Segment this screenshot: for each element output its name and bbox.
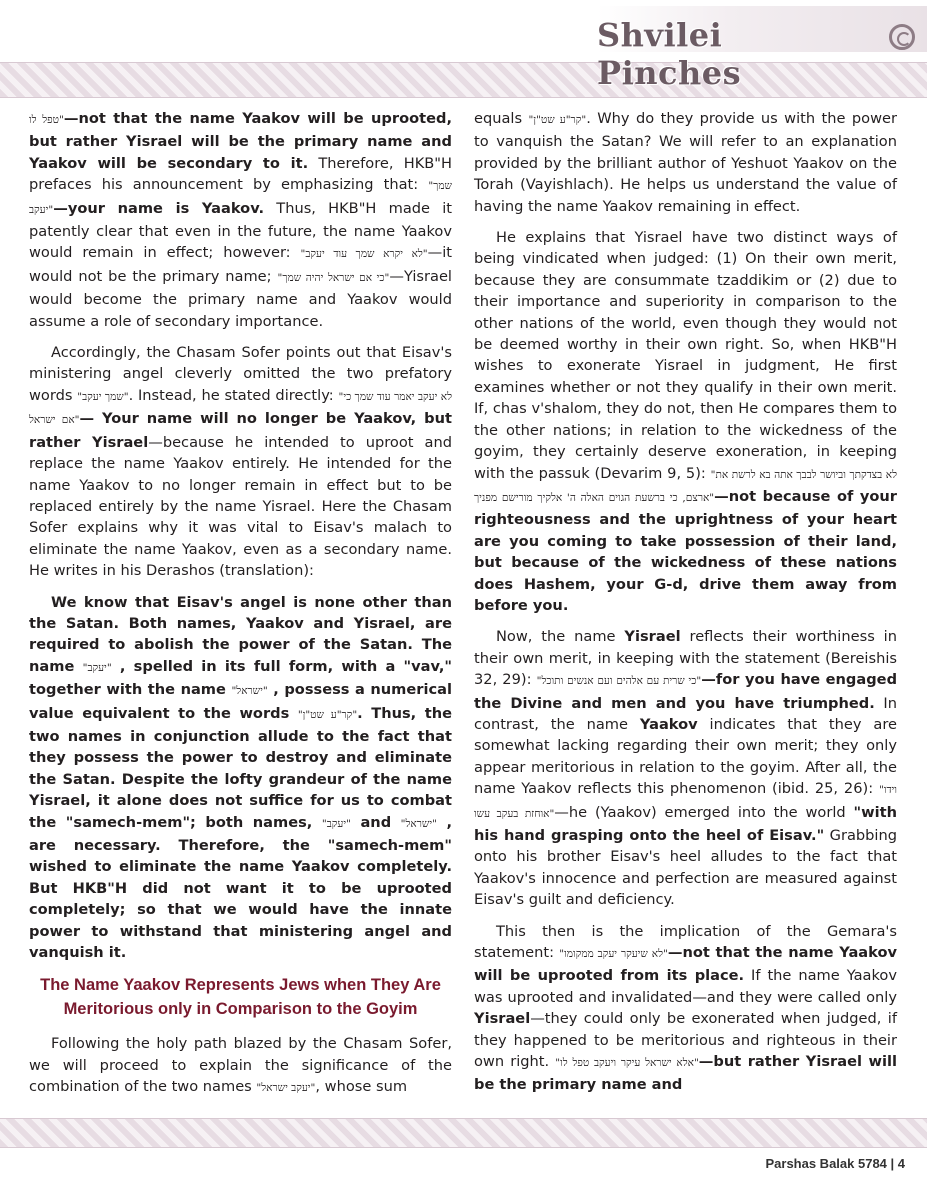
bold-text: . Thus, the two names in conjunction allude to the fact that they possess the power to destroy and eliminate the Satan. Despite the lofty grandeur of the name Yisrael, it alone does not suffice for us to combat the "samech-mem"; both names, — [29, 704, 453, 831]
hebrew-quote: "לא יקרא שמך עוד יעקב" — [300, 248, 428, 261]
hebrew-quote: "יעקב" — [82, 661, 112, 674]
quoted-paragraph — [29, 592, 452, 964]
hebrew-quote: "לא יעקב יאמר עוד שמך כי אם ישראל" — [29, 390, 453, 427]
body-text: Now, the name — [496, 628, 625, 646]
hebrew-quote: "קר"ע שט"ן" — [528, 114, 587, 126]
bold-text: "with his hand grasping onto the heel of Eisav." — [474, 803, 898, 844]
bold-text: not because of your righteousness and the uprightness of your heart are you coming to take possession of their land, but because of the wickedness of these nations does Hashem, your G-d, drive them away from before you. — [474, 487, 897, 614]
hebrew-quote: "אלא ישראל עיקר ויעקב טפל לו" — [555, 1057, 699, 1070]
bold-text: Yisrael — [624, 628, 681, 646]
bold-text: your name is Yaakov. — [67, 199, 265, 217]
body-text: equals — [474, 110, 529, 127]
hebrew-quote: "לא שיעקר יעקב ממקומו" — [559, 948, 668, 961]
body-text: . Instead, he stated directly: — [128, 386, 339, 404]
bold-text: but rather Yisrael will be the primary name and — [474, 1053, 897, 1094]
hebrew-quote: "שמך יעקב" — [29, 180, 452, 216]
hebrew-quote: "כי שרית עם אלהים ועם אנשים ותוכל" — [536, 675, 702, 688]
dash: — — [698, 1053, 714, 1071]
hebrew-quote: "לא בצדקתך וביושר לבבך אתה בא לרשת את ארצם, כי ברשעת הגוים האלה ה' אלקיך מורישם מפניך" — [474, 468, 897, 504]
body-text: Thus, HKB"H made it patently clear that even in the future, the name Yaakov would remain in effect; however: — [29, 199, 452, 262]
bold-text: , possess a numerical value equivalent to the words — [29, 681, 452, 722]
hebrew-quote: "ישראל" — [231, 685, 268, 698]
body-text: Following the holy path blazed by the Chasam Sofer, we will proceed to explain the significance of the combination of the two names — [29, 1035, 452, 1096]
page-footer-label: Parshas Balak 5784 | 4 — [765, 1156, 905, 1171]
body-text: —it would not be the primary name; — [29, 244, 453, 285]
body-text: —he (Yaakov) emerged into the world — [554, 803, 854, 821]
bold-text: , spelled in its full form, with a "vav," together with the name — [29, 657, 452, 699]
body-text: reflects their worthiness in their own merit, in keeping with the statement (Bereishis 32, 29): — [474, 628, 897, 689]
hebrew-quote: "כי אם ישראל יהיה שמך" — [277, 271, 390, 284]
hebrew-quote: "יעקב" — [321, 817, 351, 830]
body-text: , whose sum — [315, 1078, 408, 1096]
body-text: —they could only be exonerated when judged, if they happened to be meritorious and righteous in their own right. — [474, 1010, 897, 1071]
dash: — — [79, 410, 103, 428]
body-text: This then is the implication of the Gemara's statement: — [474, 922, 897, 962]
body-text: indicates that they are somewhat lacking regarding their own merit; they only appear meritorious in relation to the goyim. After all, the name Yaakov reflects this phenomenon (ibid. 25, 26): — [474, 715, 897, 798]
hebrew-quote: "וידו אוחזת בעקב עשו" — [474, 784, 897, 820]
bold-text: and — [350, 813, 401, 831]
bold-text: , are necessary. Therefore, the "samech-mem" wished to eliminate the name Yaakov completely. But HKB"H did not want it to be uprooted completely; so that we would have the innate power to withstand that ministering angel and vanquish it. — [29, 813, 452, 962]
body-text: Grabbing onto his brother Eisav's heel alludes to the fact that Yaakov's innocence and perfection are measured against Eisav's guilt and deficiency. — [474, 827, 897, 909]
title-plate — [597, 6, 927, 92]
footer-decorative-band — [0, 1118, 927, 1148]
paragraph — [474, 626, 897, 910]
paragraph — [29, 342, 452, 581]
bold-text: for you have engaged the Divine and men and you have triumphed. — [474, 671, 898, 712]
dash: — — [701, 671, 716, 689]
swirl-ornament-icon — [889, 24, 915, 50]
body-text: He explains that Yisrael have two distinct ways of being vindicated when judged: (1) On their own merit, because they are consummate tzaddikim or (2) due to their importance and superiority in comparison to the other nations of the world, even though they would not be deemed worthy in their own right. So, when HKB"H wishes to exonerate Yisrael in judgment, He first examines whether or not they qualify in their own merit. If, chas v'shalom, they do not, then He compares them to the other nations; in relation to the wickedness of the goyim, they certainly deserve exoneration, in keeping with the passuk (Devarim 9, 5): — [474, 229, 897, 482]
body-text: —because he intended to uproot and replace the name Yaakov entirely. He intended for the name Yaakov to no longer remain in effect but to be replaced entirely by the name Yisrael. Here the Chasam Sofer explains why it was vital to Eisav's malach to eliminate the name Yaakov, even as a secondary name. He writes in his Derashos (translation): — [29, 433, 452, 580]
dash: — — [714, 487, 729, 505]
right-column — [474, 108, 897, 1106]
paragraph — [474, 108, 897, 217]
dash: — — [63, 110, 79, 127]
body-text: If the name Yaakov was uprooted and invalidated—and they were called only — [474, 967, 897, 1006]
hebrew-quote: "ישראל" — [400, 817, 437, 830]
bold-text: We know that Eisav's angel is none other than the Satan. Both names, Yaakov and Yisrael, are required to abolish the power of the Satan. The name — [29, 593, 452, 675]
paragraph — [474, 227, 897, 616]
paragraph — [474, 921, 897, 1096]
body-text: Therefore, HKB"H prefaces his announcement by emphasizing that: — [29, 154, 452, 194]
hebrew-quote: טפל לו" — [29, 114, 64, 126]
dash: — — [667, 944, 683, 962]
body-text: —Yisrael would become the primary name and Yaakov would assume a role of secondary importance. — [29, 267, 452, 330]
left-column — [29, 108, 452, 1110]
bold-text: Yisrael — [474, 1010, 531, 1028]
hebrew-quote: "יעקב ישראל" — [256, 1082, 316, 1095]
page-header — [0, 0, 927, 100]
bold-text: not that the name Yaakov will be uprooted, but rather Yisrael will be the primary name and Yaakov will be secondary to it. — [29, 110, 452, 172]
publication-title: Shvilei Pinches — [597, 16, 742, 92]
hebrew-quote: "שמך יעקב" — [77, 390, 129, 403]
section-heading: The Name Yaakov Represents Jews when They Are Meritorious only in Comparison to the Goyim — [40, 976, 441, 1019]
body-text: Accordingly, the Chasam Sofer points out that Eisav's ministering angel cleverly omitted the two prefatory words — [29, 344, 452, 404]
bold-text: Your name will no longer be Yaakov, but rather Yisrael — [29, 410, 452, 451]
body-text: In contrast, the name — [474, 694, 897, 733]
bold-text: not that the name Yaakov will be uprooted from its place. — [474, 944, 897, 985]
paragraph — [29, 108, 452, 332]
body-text: . Why do they provide us with the power to vanquish the Satan? We will refer to an explanation provided by the brilliant author of Yeshuot Yaakov on the Torah (Vayishlach). He helps us understand the value of having the name Yaakov remaining in effect. — [474, 110, 898, 215]
paragraph — [29, 1033, 452, 1099]
bold-text: Yaakov — [639, 715, 698, 733]
hebrew-quote: "קר"ע שט"ן" — [297, 708, 358, 721]
dash: — — [53, 199, 68, 217]
